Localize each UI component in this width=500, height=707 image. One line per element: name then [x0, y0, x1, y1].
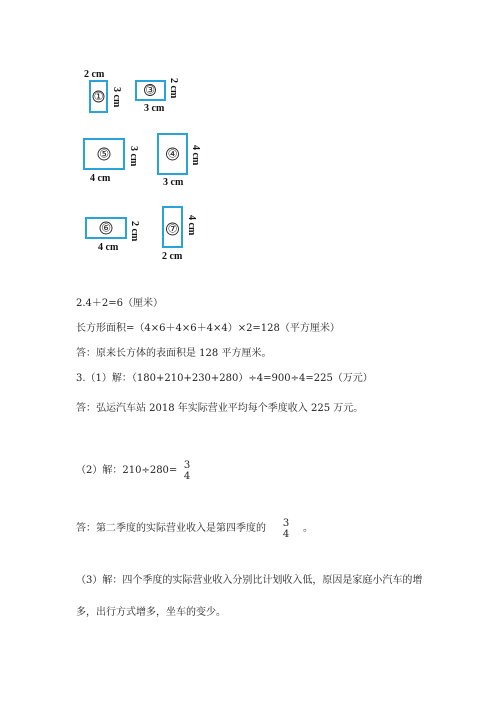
- question-3-2-line: （2）解：210÷280=: [76, 465, 178, 476]
- answer-line-3-2: 答：第二季度的实际营业收入是第四季度的: [76, 523, 266, 534]
- answer-line-area: 答：原来长方体的表面积是 128 平方厘米。: [76, 348, 272, 359]
- rect-3-marker: ③: [145, 83, 155, 97]
- rect-7-width-label: 2 cm: [162, 251, 183, 262]
- rect-1-marker: ①: [93, 90, 104, 103]
- answer-line-3-2-period: 。: [303, 523, 313, 534]
- rect-6-marker: ⑥: [101, 221, 111, 235]
- rect-3-height-label: 2 cm: [168, 78, 179, 99]
- rect-6-width-label: 4 cm: [98, 242, 119, 253]
- fraction-numerator: 3: [282, 518, 290, 529]
- rect-1-height-label: 3 cm: [111, 87, 122, 108]
- answer-line-3-1: 答：弘运汽车站 2018 年实际营业平均每个季度收入 225 万元。: [76, 403, 364, 414]
- question-3-1-line: 3.（1）解：（180+210+230+280）÷4=900÷4=225（万元）: [76, 373, 373, 384]
- question-3-3-continuation: 多，出行方式增多，坐车的变少。: [76, 607, 226, 618]
- rect-7-marker: ⑦: [167, 222, 178, 236]
- answer-line-2-4: 2.4＋2=6（厘米）: [76, 298, 164, 309]
- rect-4-marker: ④: [167, 147, 178, 161]
- rect-5-height-label: 3 cm: [128, 146, 139, 167]
- rect-5-width-label: 4 cm: [90, 173, 111, 184]
- rect-3-width-label: 3 cm: [144, 103, 165, 114]
- rect-5-marker: ⑤: [99, 147, 109, 161]
- rect-1-width-label: 2 cm: [84, 69, 105, 80]
- fraction-denominator: 4: [282, 529, 290, 540]
- rectangles-figure: [0, 0, 500, 290]
- rect-4-height-label: 4 cm: [190, 145, 201, 166]
- area-formula-line: 长方形面积=（4×6＋4×6＋4×4）×2=128（平方厘米）: [76, 323, 340, 334]
- question-3-3-line: （3）解：四个季度的实际营业收入分别比计划收入低，原因是家庭小汽车的增: [76, 575, 423, 586]
- fraction-denominator: 4: [183, 471, 191, 482]
- rect-6-height-label: 2 cm: [129, 221, 140, 242]
- fraction-numerator: 3: [183, 460, 191, 471]
- fraction-3-4-first: [181, 460, 193, 482]
- fraction-3-4-second: [280, 518, 292, 540]
- rect-7-height-label: 4 cm: [186, 215, 197, 236]
- rect-4-width-label: 3 cm: [163, 177, 184, 188]
